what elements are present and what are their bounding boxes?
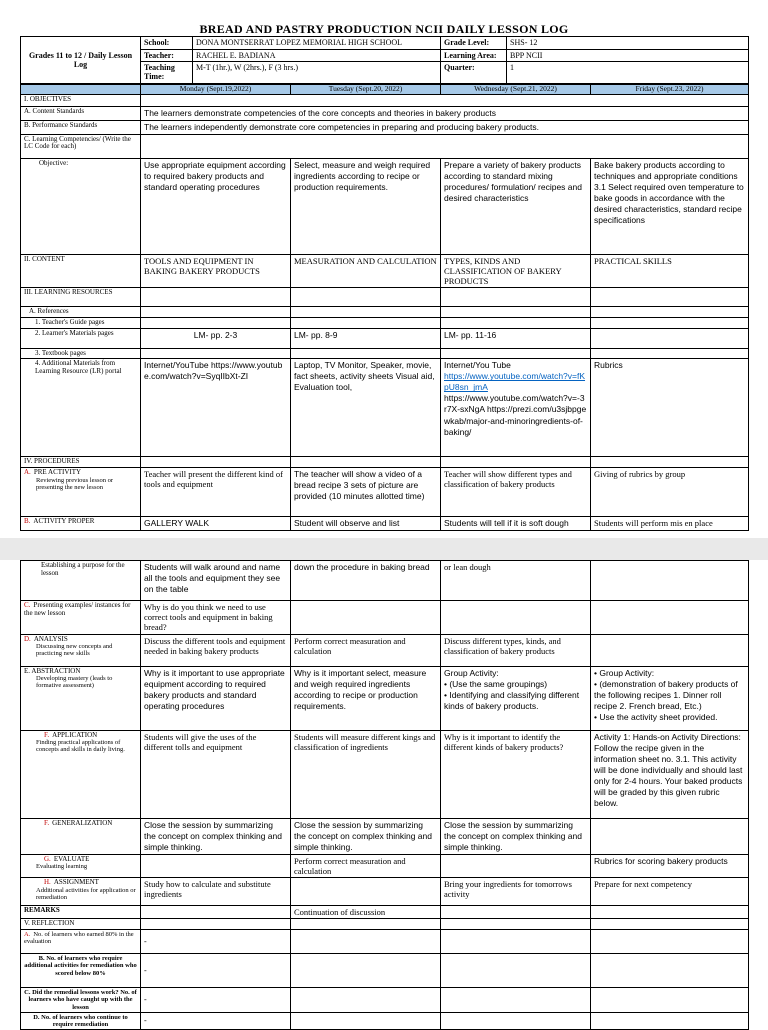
evaluate-label [21, 854, 141, 877]
evaluate-sub: Evaluating learning [36, 863, 88, 871]
day-header-tuesday: Tuesday (Sept.20, 2022) [291, 84, 441, 94]
activity-proper-monday: GALLERY WALK [141, 517, 291, 531]
letter-a: A. [24, 468, 31, 477]
lesson-log-page-1 [20, 36, 748, 531]
content-monday: TOOLS AND EQUIPMENT IN BAKING BAKERY PRODUCTS [141, 254, 291, 288]
blank-cell [441, 954, 591, 988]
remarks-friday [591, 906, 749, 919]
blank-cell [291, 307, 441, 318]
letter-f-generalization: F. [44, 818, 50, 827]
blank-cell [141, 307, 291, 318]
learners-materials-label: 2. Learner's Materials pages [21, 328, 141, 348]
blank-cell [441, 988, 591, 1012]
reflection-a-monday: - [141, 930, 291, 954]
content-heading: II. CONTENT [21, 254, 141, 288]
learning-area-label: Learning Area: [441, 50, 507, 62]
blank-cell [141, 457, 291, 468]
blank-cell [141, 348, 291, 359]
teaching-time-label: Teaching Time: [141, 62, 193, 83]
lm-tuesday: LM- pp. 8-9 [291, 328, 441, 348]
abstraction-friday: • Group Activity: • (demonstration of bakery products of the following recipes 1. Dinner roll recipe 2. French bread, Etc.) • Use the activity sheet provided. [591, 666, 749, 730]
presenting-examples-monday: Why is do you think we need to use correct tools and equipment in baking bread? [141, 601, 291, 635]
additional-materials-friday: Rubrics [591, 359, 749, 457]
assignment-sub: Additional activities for application or remediation [36, 886, 136, 901]
blank-cell [291, 457, 441, 468]
presenting-examples-text: Presenting examples/ instances for the new lesson [24, 601, 131, 617]
learning-resources-heading: III. LEARNING RESOURCES [21, 288, 141, 307]
blank-cell [441, 1012, 591, 1029]
blank-cell [441, 317, 591, 328]
analysis-sub: Discussing new concepts and practicing new skills [36, 643, 113, 658]
blank-cell [291, 930, 441, 954]
pre-activity-label [21, 468, 141, 517]
analysis-title: ANALYSIS [33, 634, 68, 643]
blank-cell [441, 919, 591, 930]
pre-activity-friday: Giving of rubrics by group [591, 468, 749, 517]
day-header-blank [21, 84, 141, 94]
references-label: A. References [21, 307, 141, 318]
performance-standards-label: B. Performance Standards [21, 120, 141, 134]
objectives-heading: I. OBJECTIVES [21, 94, 141, 106]
application-monday: Students will give the uses of the different tolls and equipment [141, 730, 291, 818]
day-header-monday: Monday (Sept.19,2022) [141, 84, 291, 94]
purpose-label: Establishing a purpose for the lesson [21, 561, 141, 601]
assignment-tuesday [291, 878, 441, 906]
letter-d: D. [24, 634, 31, 643]
objective-tuesday: Select, measure and weigh required ingredients according to recipe or production requirements. [291, 158, 441, 254]
pre-activity-tuesday: The teacher will show a video of a bread recipe 3 sets of picture are provided (10 minutes allotted time) [291, 468, 441, 517]
blank-cell [291, 288, 441, 307]
generalization-tuesday: Close the session by summarizing the concept on complex thinking and simple thinking. [291, 818, 441, 854]
reflection-a-text: No. of learners who earned 80% in the evaluation [24, 931, 134, 946]
blank-cell [291, 919, 441, 930]
reflection-a-label [21, 930, 141, 954]
lesson-log-table-1 [20, 36, 749, 84]
blank-cell [141, 288, 291, 307]
extra-links: https://www.youtube.com/watch?v=-3r7X-sxNgA https://prezi.com/u3sjbpgewkab/major-and-minoringredients-of-baking/ [444, 393, 587, 437]
lesson-plan-table-2 [20, 560, 749, 1030]
performance-standards-value: The learners independently demonstrate core competencies in preparing and producing bakery products. [141, 120, 749, 134]
purpose-monday: Students will walk around and name all the tools and equipment they see on the table [141, 561, 291, 601]
content-wednesday: TYPES, KINDS AND CLASSIFICATION OF BAKERY PRODUCTS [441, 254, 591, 288]
objective-friday: Bake bakery products according to techniques and appropriate conditions 3.1 Select required oven temperature to bake goods in accordance with the desired characteristics, standard recipe specifications [591, 158, 749, 254]
letter-g: G. [44, 854, 51, 863]
reflection-c-monday: - [141, 988, 291, 1012]
learning-competencies-label: C. Learning Competencies/ (Write the LC Code for each) [21, 134, 141, 158]
evaluate-title: EVALUATE [53, 854, 90, 863]
assignment-title: ASSIGNMENT [53, 878, 99, 887]
purpose-tuesday: down the procedure in baking bread [291, 561, 441, 601]
youtube-link[interactable]: https://www.youtube.com/watch?v=fKpU8sn_jmA [444, 371, 586, 393]
blank-cell [591, 328, 749, 348]
page-separator [0, 538, 768, 560]
application-wednesday: Why is it important to identify the different kinds of bakery products? [441, 730, 591, 818]
activity-proper-wednesday: Students will tell if it is soft dough [441, 517, 591, 531]
abstraction-sub: Developing mastery (leads to formative assessment) [36, 675, 113, 690]
objective-wednesday: Prepare a variety of bakery products according to standard mixing procedures/ formulation/ recipes and desired characteristics [441, 158, 591, 254]
remarks-wednesday [441, 906, 591, 919]
quarter-value: 1 [507, 62, 749, 83]
presenting-examples-tuesday [291, 601, 441, 635]
blank-cell [591, 457, 749, 468]
content-tuesday: MEASURATION AND CALCULATION [291, 254, 441, 288]
day-header-friday: Friday (Sept.23, 2022) [591, 84, 749, 94]
youtube-label: Internet/You Tube [444, 360, 511, 371]
evaluate-wednesday [441, 854, 591, 877]
purpose-friday [591, 561, 749, 601]
blank-cell [441, 348, 591, 359]
teaching-time-value: M-T (1hr.), W (2hrs.), F (3 hrs.) [193, 62, 441, 83]
analysis-friday [591, 634, 749, 666]
assignment-friday: Prepare for next competency [591, 878, 749, 906]
reflection-b-label: B. No. of learners who require additional activities for remediation who scored below 80% [21, 954, 141, 988]
blank-cell [591, 317, 749, 328]
blank-cell [591, 1012, 749, 1029]
lm-wednesday: LM- pp. 11-16 [441, 328, 591, 348]
analysis-tuesday: Perform correct measuration and calculation [291, 634, 441, 666]
content-standards-value: The learners demonstrate competencies of the core concepts and theories in bakery products [141, 106, 749, 120]
letter-c: C. [24, 601, 31, 609]
presenting-examples-label [21, 601, 141, 635]
day-header-wednesday: Wednesday (Sept.21, 2022) [441, 84, 591, 94]
grade-level-label: Grade Level: [441, 37, 507, 50]
reflection-d-label: D. No. of learners who continue to require remediation [21, 1012, 141, 1029]
school-value: DONA MONTSERRAT LOPEZ MEMORIAL HIGH SCHOOL [193, 37, 441, 50]
procedures-heading: IV. PROCEDURES [21, 457, 141, 468]
textbook-label: 3. Textbook pages [21, 348, 141, 359]
objective-label: Objective: [21, 158, 141, 254]
blank-cell [441, 457, 591, 468]
analysis-wednesday: Discuss different types, kinds, and classification of bakery products [441, 634, 591, 666]
analysis-label [21, 634, 141, 666]
blank-cell [291, 1012, 441, 1029]
lm-monday: LM- pp. 2-3 [141, 328, 291, 348]
additional-materials-tuesday: Laptop, TV Monitor, Speaker, movie, fact sheets, activity sheets Visual aid, Evaluation tool, [291, 359, 441, 457]
letter-f: F. [44, 730, 50, 739]
grade-level-value: SHS- 12 [507, 37, 749, 50]
content-friday: PRACTICAL SKILLS [591, 254, 749, 288]
blank-cell [291, 954, 441, 988]
evaluate-friday: Rubrics for scoring bakery products [591, 854, 749, 877]
generalization-monday: Close the session by summarizing the concept on complex thinking and simple thinking. [141, 818, 291, 854]
generalization-wednesday: Close the session by summarizing the concept on complex thinking and simple thinking. [441, 818, 591, 854]
evaluate-monday [141, 854, 291, 877]
blank-cell [591, 919, 749, 930]
application-title: APPLICATION [52, 730, 98, 739]
learning-area-value: BPP NCII [507, 50, 749, 62]
reflection-d-monday: - [141, 1012, 291, 1029]
abstraction-tuesday: Why is it important select, measure and weigh required ingredients according to recipe or production requirements. [291, 666, 441, 730]
generalization-label [21, 818, 141, 854]
pre-activity-sub: Reviewing previous lesson or presenting the new lesson [36, 476, 114, 492]
activity-proper-tuesday: Student will observe and list [291, 517, 441, 531]
additional-materials-monday: Internet/YouTube https://www.youtube.com/watch?v=SyqIIbXt-ZI [141, 359, 291, 457]
activity-proper-title: ACTIVITY PROPER [33, 517, 95, 526]
assignment-monday: Study how to calculate and substitute ingredients [141, 878, 291, 906]
application-sub: Finding practical applications of concepts and skills in daily living. [36, 739, 125, 754]
reflection-b-monday: - [141, 954, 291, 988]
blank-cell [591, 954, 749, 988]
blank-cell [291, 317, 441, 328]
lesson-plan-table-1 [20, 84, 749, 532]
blank-cell [291, 348, 441, 359]
blank-cell [591, 930, 749, 954]
blank-cell [441, 288, 591, 307]
teacher-value: RACHEL E. BADIANA [193, 50, 441, 62]
blank-cell [591, 348, 749, 359]
purpose-wednesday: or lean dough [441, 561, 591, 601]
generalization-friday [591, 818, 749, 854]
assignment-label [21, 878, 141, 906]
letter-h: H. [44, 878, 51, 887]
additional-materials-label: 4. Additional Materials from Learning Resource (LR) portal [21, 359, 141, 457]
abstraction-monday: Why is it important to use appropriate equipment according to required bakery products and standard operating procedures [141, 666, 291, 730]
abstraction-wednesday: Group Activity: • (Use the same groupings) • Identifying and classifying different kinds of bakery products. [441, 666, 591, 730]
blank-cell [591, 307, 749, 318]
activity-proper-friday: Students will perform mis en place [591, 517, 749, 531]
teacher-label: Teacher: [141, 50, 193, 62]
application-friday: Activity 1: Hands-on Activity Directions: Follow the recipe given in the information sheet no. 3.1. This activity will be done individually and should last only for 2-4 hours. Your baked products will be graded by this given rubric below. [591, 730, 749, 818]
generalization-title: GENERALIZATION [52, 818, 113, 827]
teachers-guide-label: 1. Teacher's Guide pages [21, 317, 141, 328]
application-tuesday: Students will measure different kings and classification of ingredients [291, 730, 441, 818]
presenting-examples-wednesday [441, 601, 591, 635]
presenting-examples-friday [591, 601, 749, 635]
school-label: School: [141, 37, 193, 50]
assignment-wednesday: Bring your ingredients for tomorrows activity [441, 878, 591, 906]
analysis-monday: Discuss the different tools and equipment needed in baking bakery products [141, 634, 291, 666]
blank-cell [141, 919, 291, 930]
activity-proper-label [21, 517, 141, 531]
pre-activity-title: PRE ACTIVITY [33, 468, 82, 477]
letter-b: B. [24, 517, 31, 526]
blank-cell [441, 930, 591, 954]
pre-activity-monday: Teacher will present the different kind of tools and equipment [141, 468, 291, 517]
application-label [21, 730, 141, 818]
letter-reflection-a: A. [24, 931, 31, 939]
evaluate-tuesday: Perform correct measuration and calculation [291, 854, 441, 877]
blank-cell [591, 288, 749, 307]
remarks-tuesday: Continuation of discussion [291, 906, 441, 919]
abstraction-title: E. ABSTRACTION [24, 666, 81, 675]
additional-materials-wednesday [441, 359, 591, 457]
remarks-label: REMARKS [21, 906, 141, 919]
blank-cell [141, 317, 291, 328]
content-standards-label: A. Content Standards [21, 106, 141, 120]
grade-log-label: Grades 11 to 12 / Daily Lesson Log [21, 37, 141, 84]
objective-monday: Use appropriate equipment according to required bakery products and standard operating procedures [141, 158, 291, 254]
quarter-label: Quarter: [441, 62, 507, 83]
reflection-c-label: C. Did the remedial lessons work? No. of learners who have caught up with the lesson [21, 988, 141, 1012]
abstraction-label [21, 666, 141, 730]
blank-cell [441, 307, 591, 318]
document-title: BREAD AND PASTRY PRODUCTION NCII DAILY LESSON LOG [199, 22, 569, 36]
reflection-heading: V. REFLECTION [21, 919, 141, 930]
blank-cell [291, 988, 441, 1012]
remarks-monday [141, 906, 291, 919]
pre-activity-wednesday: Teacher will show different types and classification of bakery products [441, 468, 591, 517]
learning-competencies-blank [141, 134, 749, 158]
lesson-log-page-2 [20, 560, 748, 1030]
objectives-blank [141, 94, 749, 106]
blank-cell [591, 988, 749, 1012]
